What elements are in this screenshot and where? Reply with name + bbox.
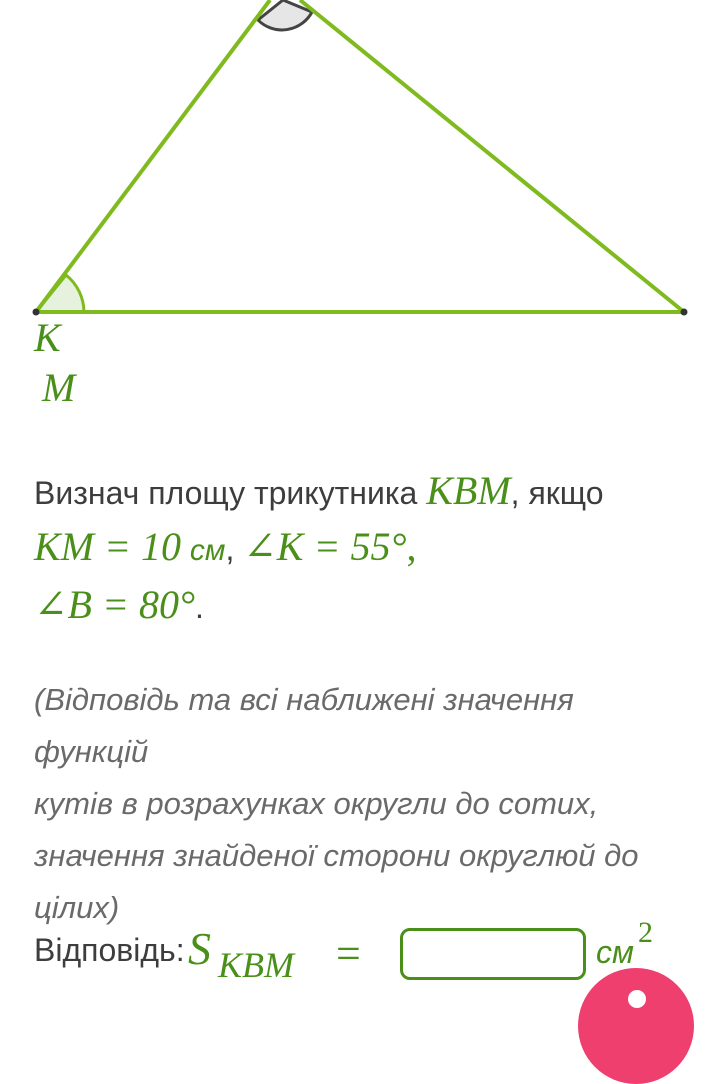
rounding-note <box>34 674 694 934</box>
note-line: значення знайденої сторони округлюй до <box>34 838 639 873</box>
triangle-name: KBM <box>426 468 511 513</box>
equals-sign: = <box>336 929 361 978</box>
vertex-m <box>681 309 688 316</box>
comma-1: , <box>225 531 235 567</box>
triangle-figure <box>0 0 720 420</box>
note-line: (Відповідь та всі наближені значення функцій <box>34 682 574 769</box>
question-lead: Визнач площу трикутника <box>34 475 418 511</box>
vertex-k-label: K <box>34 315 61 360</box>
help-fab-button[interactable] <box>578 968 694 1084</box>
answer-input[interactable] <box>400 928 586 980</box>
note-line: кутів в розрахунках округли до сотих, <box>34 786 599 821</box>
question-if: , якщо <box>510 475 604 511</box>
area-subscript: KBM <box>218 945 294 985</box>
area-symbol: S <box>188 923 211 974</box>
angle-k-expression: ∠K = 55° <box>243 524 407 569</box>
comma-2: , <box>406 524 417 569</box>
note-line: цілих) <box>34 890 120 925</box>
question-text <box>34 464 694 634</box>
angle-b-expression: ∠B = 80° <box>34 582 195 627</box>
tip-icon <box>628 990 646 1008</box>
vertex-m-label: M <box>42 365 76 410</box>
side-bm <box>300 0 684 312</box>
answer-unit-power: 2 <box>638 916 653 949</box>
answer-unit: см <box>596 934 634 970</box>
answer-label: Відповідь: <box>34 932 185 968</box>
km-expression: KM = 10 <box>34 524 181 569</box>
period: . <box>194 589 204 625</box>
km-unit: см <box>189 534 226 567</box>
side-kb <box>36 0 270 312</box>
